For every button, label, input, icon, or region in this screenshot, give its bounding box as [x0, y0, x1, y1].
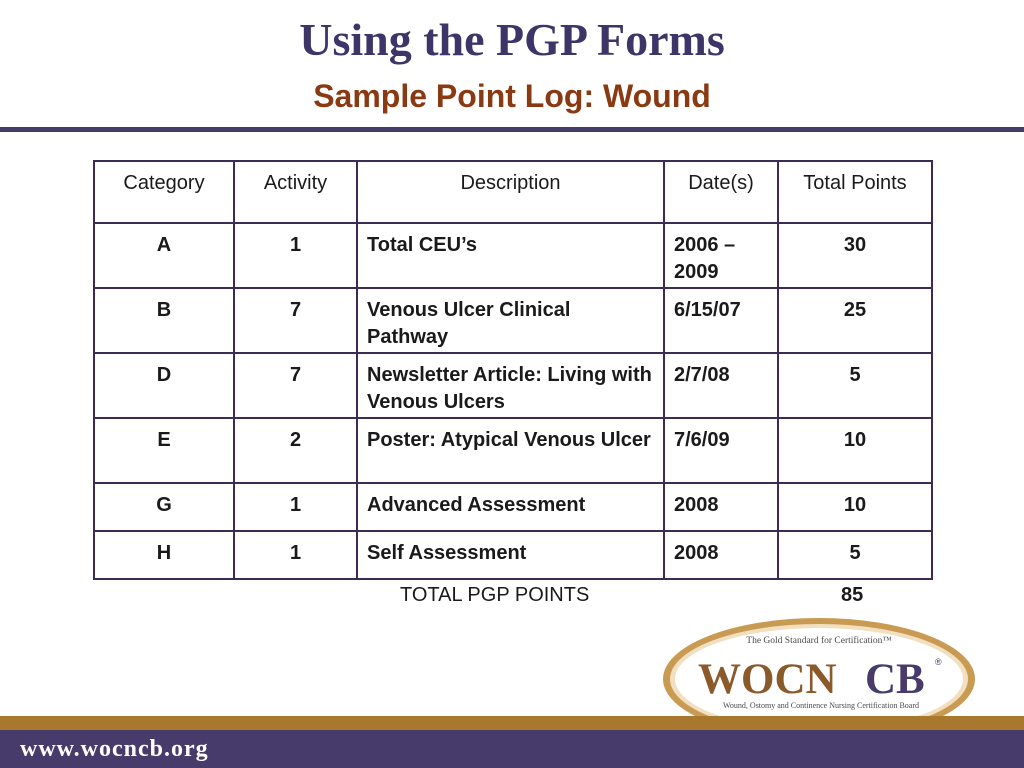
cell-points: 10: [778, 418, 932, 483]
point-log-table: [93, 160, 933, 580]
cell-activity: 2: [234, 418, 357, 483]
cell-category: B: [94, 288, 234, 353]
table-row: [94, 288, 932, 353]
column-header-activity: Activity: [234, 161, 357, 223]
cell-description: Advanced Assessment: [357, 483, 664, 531]
column-header-description: Description: [357, 161, 664, 223]
cell-dates: 7/6/09: [664, 418, 778, 483]
logo-name-wocn: WOCN: [698, 656, 837, 703]
cell-description: Total CEU’s: [357, 223, 664, 288]
cell-category: G: [94, 483, 234, 531]
cell-description: Newsletter Article: Living with Venous Ulcers: [357, 353, 664, 418]
logo-name-cb: CB: [865, 656, 925, 703]
table-row: [94, 483, 932, 531]
column-header-total-points: Total Points: [778, 161, 932, 223]
cell-points: 30: [778, 223, 932, 288]
footer-gold-band: [0, 716, 1024, 730]
table-header-row: [94, 161, 932, 223]
cell-category: D: [94, 353, 234, 418]
table-row: [94, 531, 932, 579]
logo-tagline: The Gold Standard for Certification™: [746, 636, 892, 646]
cell-activity: 1: [234, 483, 357, 531]
table-row: [94, 353, 932, 418]
title-divider: [0, 127, 1024, 132]
column-header-category: Category: [94, 161, 234, 223]
cell-category: H: [94, 531, 234, 579]
cell-dates: 2008: [664, 531, 778, 579]
table-row: [94, 223, 932, 288]
footer-url: www.wocncb.org: [20, 736, 209, 762]
logo-registered-mark: ®: [935, 657, 942, 667]
cell-points: 5: [778, 353, 932, 418]
total-points-value: 85: [841, 584, 864, 606]
cell-activity: 7: [234, 288, 357, 353]
cell-category: E: [94, 418, 234, 483]
cell-description: Venous Ulcer Clinical Pathway: [357, 288, 664, 353]
cell-description: Poster: Atypical Venous Ulcer: [357, 418, 664, 483]
cell-dates: 6/15/07: [664, 288, 778, 353]
logo-caption: Wound, Ostomy and Continence Nursing Certification Board: [723, 701, 919, 710]
page-title: Using the PGP Forms: [299, 14, 725, 65]
cell-points: 25: [778, 288, 932, 353]
cell-dates: 2/7/08: [664, 353, 778, 418]
cell-category: A: [94, 223, 234, 288]
cell-activity: 1: [234, 531, 357, 579]
cell-points: 5: [778, 531, 932, 579]
total-points-label: TOTAL PGP POINTS: [400, 584, 590, 606]
cell-dates: 2008: [664, 483, 778, 531]
column-header-dates: Date(s): [664, 161, 778, 223]
cell-activity: 1: [234, 223, 357, 288]
cell-description: Self Assessment: [357, 531, 664, 579]
table-row: [94, 418, 932, 483]
cell-activity: 7: [234, 353, 357, 418]
cell-dates: 2006 – 2009: [664, 223, 778, 288]
cell-points: 10: [778, 483, 932, 531]
page-subtitle: Sample Point Log: Wound: [313, 78, 711, 114]
